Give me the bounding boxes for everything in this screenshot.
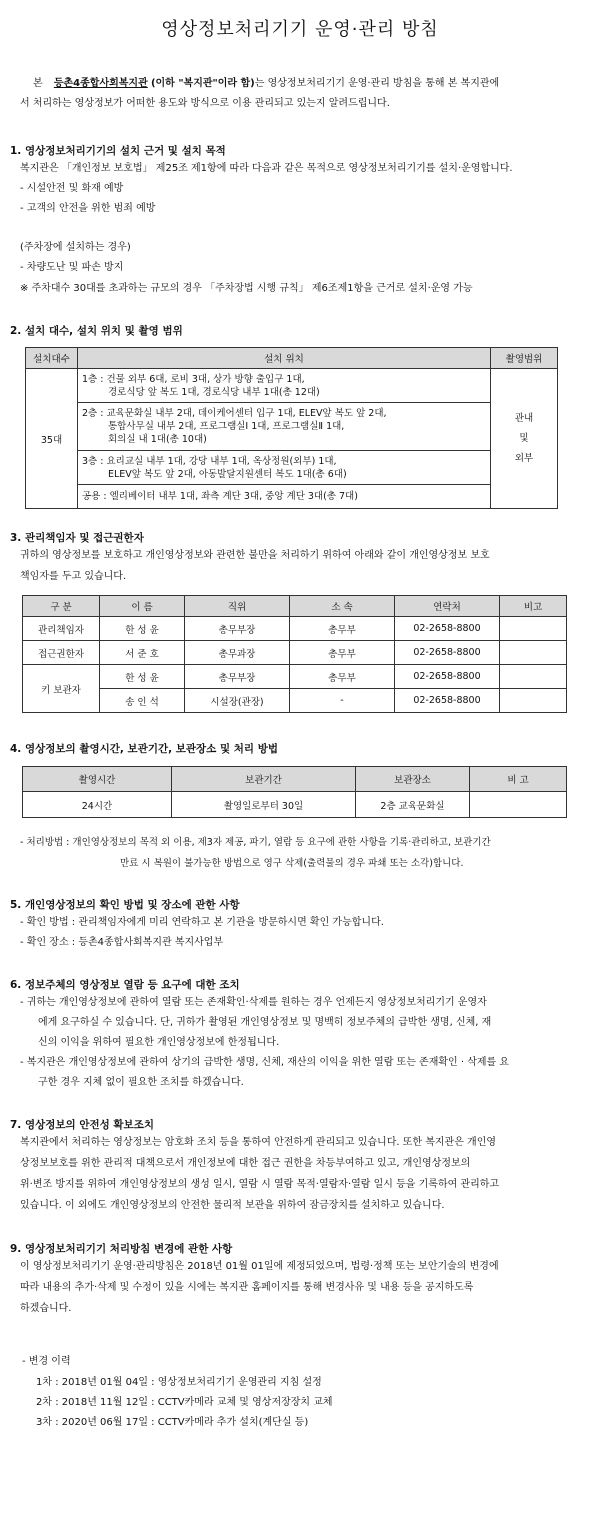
floor-3-cell — [78, 451, 491, 485]
install-count: 35대 — [26, 369, 78, 509]
th-position: 직위 — [185, 596, 290, 617]
intro-quote: (이하 "복지관"이라 함) — [150, 78, 255, 89]
retention-table — [22, 766, 567, 818]
cell-category: 키 보관자 — [23, 665, 100, 713]
range-cell — [491, 369, 558, 509]
page-title: 영상정보처리기기 운영·관리 방침 — [161, 19, 439, 40]
range-line-1: 관내 — [514, 412, 534, 424]
cell-position: 총무부장 — [185, 665, 290, 689]
floor-2-line-b: 통합사무실 내부 2대, 프로그램실Ⅰ 1대, 프로그램실Ⅱ 1대, — [108, 421, 345, 432]
intro-post: 는 영상정보처리기기 운영·관리 방침을 통해 본 복지관에 — [254, 78, 500, 89]
floor-1-line-a: 1층 : 건물 외부 6대, 로비 3대, 상가 방향 출입구 1대, — [82, 373, 305, 385]
table-row — [23, 617, 567, 641]
floor-3-line-b: ELEV앞 복도 앞 2대, 아동발달지원센터 복도 1대(총 6대) — [108, 468, 347, 480]
s9-line-1: 이 영상정보처리기기 운영·관리방침은 2018년 01월 01일에 제정되었으며, 법령·정책 또는 보안기술의 변경에 — [20, 1261, 499, 1272]
section-2-heading: 2. 설치 대수, 설치 위치 및 촬영 범위 — [10, 325, 183, 337]
cell-tel: 02-2658-8800 — [395, 665, 500, 689]
cell-note — [500, 665, 567, 689]
cell-hours: 24시간 — [23, 792, 172, 818]
install-table — [25, 347, 558, 509]
s5-line-2: - 확인 장소 : 등촌4종합사회복지관 복지사업부 — [20, 937, 224, 948]
s1-line-4: (주차장에 설치하는 경우) — [20, 242, 131, 253]
section-9-heading: 9. 영상정보처리기기 처리방침 변경에 관한 사항 — [10, 1243, 233, 1255]
common-line: 공용 : 엘리베이터 내부 1대, 좌측 계단 3대, 중앙 계단 3대(총 7대) — [82, 491, 358, 502]
cell-dept: 총무부 — [290, 641, 395, 665]
th-count: 설치대수 — [26, 348, 78, 369]
cell-dept: 총무부 — [290, 665, 395, 689]
s1-line-5: - 차량도난 및 파손 방지 — [20, 262, 124, 273]
cell-tel: 02-2658-8800 — [395, 617, 500, 641]
range-line-3: 외부 — [514, 452, 534, 464]
s1-line-3: - 고객의 안전을 위한 범죄 예방 — [20, 203, 156, 214]
floor-1-cell — [78, 369, 491, 403]
floor-2-line-c: 회의실 내 1대(총 10대) — [108, 434, 207, 445]
s3-line-2: 책임자를 두고 있습니다. — [20, 571, 127, 582]
th-note: 비고 — [500, 596, 567, 617]
cell-note — [500, 641, 567, 665]
s3-line-1: 귀하의 영상정보를 보호하고 개인영상정보와 관련한 불만을 처리하기 위하여 아래와 같이 개인영상정보 보호 — [20, 550, 490, 561]
s6-line-5: 구한 경우 지체 없이 필요한 조치를 하겠습니다. — [38, 1077, 244, 1088]
cell-remarks — [470, 792, 567, 818]
cell-tel: 02-2658-8800 — [395, 641, 500, 665]
cell-category: 접근권한자 — [23, 641, 100, 665]
cell-note — [500, 617, 567, 641]
history-label: - 변경 이력 — [22, 1356, 71, 1367]
section-5-heading: 5. 개인영상정보의 확인 방법 및 장소에 관한 사항 — [10, 899, 240, 911]
s9-line-3: 하겠습니다. — [20, 1303, 72, 1314]
th-period: 보관기간 — [172, 767, 356, 792]
th-category: 구 분 — [23, 596, 100, 617]
cell-position: 시설장(관장) — [185, 689, 290, 713]
section-6-heading: 6. 정보주체의 영상정보 열람 등 요구에 대한 조치 — [10, 979, 240, 991]
intro-org: 등촌4종합사회복지관 — [53, 78, 148, 89]
cell-name: 한 성 윤 — [100, 665, 185, 689]
history-item-2: 2차 : 2018년 11월 12일 : CCTV카메라 교체 및 영상저장장치 교체 — [36, 1397, 333, 1408]
floor-2-line-a: 2층 : 교육문화실 내부 2대, 데이케어센터 입구 1대, ELEV앞 복도 앞 2대, — [82, 408, 387, 419]
floor-2-cell — [78, 403, 491, 451]
th-location: 설치 위치 — [78, 348, 491, 369]
history-item-3: 3차 : 2020년 06월 17일 : CCTV카메라 추가 설치(계단실 등) — [36, 1417, 309, 1428]
th-hours: 촬영시간 — [23, 767, 172, 792]
floor-1-line-b: 경로식당 앞 복도 1대, 경로식당 내부 1대(총 12대) — [108, 386, 320, 398]
cell-name: 송 인 석 — [100, 689, 185, 713]
common-cell — [78, 485, 491, 509]
cell-dept: 총무부 — [290, 617, 395, 641]
s9-line-2: 따라 내용의 추가·삭제 및 수정이 있을 시에는 복지관 홈페이지를 통해 변경사유 및 내용 등을 공지하도록 — [20, 1282, 474, 1293]
th-range: 촬영범위 — [491, 348, 558, 369]
cell-position: 총무부장 — [185, 617, 290, 641]
table-row — [23, 689, 567, 713]
cell-tel: 02-2658-8800 — [395, 689, 500, 713]
th-place: 보관장소 — [356, 767, 470, 792]
s4-method-1: - 처리방법 : 개인영상정보의 목적 외 이용, 제3자 제공, 파기, 열람 등 요구에 관한 사항을 기록·관리하고, 보관기간 — [20, 837, 491, 848]
th-name: 이 름 — [100, 596, 185, 617]
s6-line-1: - 귀하는 개인영상정보에 관하여 열람 또는 존재확인·삭제를 원하는 경우 언제든지 영상정보처리기기 운영자 — [20, 997, 487, 1008]
section-1-heading: 1. 영상정보처리기기의 설치 근거 및 설치 목적 — [10, 145, 226, 157]
s5-line-1: - 확인 방법 : 관리책임자에게 미리 연락하고 본 기관을 방문하시면 확인 가능합니다. — [20, 917, 384, 928]
cell-dept: - — [290, 689, 395, 713]
cell-note — [500, 689, 567, 713]
manager-table — [22, 595, 567, 713]
s1-line-2: - 시설안전 및 화재 예방 — [20, 183, 124, 194]
cell-place: 2층 교육문화실 — [356, 792, 470, 818]
table-row — [23, 792, 567, 818]
section-4-heading: 4. 영상정보의 촬영시간, 보관기간, 보관장소 및 처리 방법 — [10, 743, 279, 755]
table-row — [23, 641, 567, 665]
th-tel: 연락처 — [395, 596, 500, 617]
s6-line-4: - 복지관은 개인영상정보에 관하여 상기의 급박한 생명, 신체, 재산의 이익을 위한 열람 또는 존재확인 · 삭제를 요 — [20, 1057, 510, 1068]
table-row — [23, 665, 567, 689]
cell-name: 서 준 호 — [100, 641, 185, 665]
intro-line-1 — [33, 75, 499, 93]
section-7-heading: 7. 영상정보의 안전성 확보조치 — [10, 1119, 154, 1131]
cell-category: 관리책임자 — [23, 617, 100, 641]
floor-3-line-a: 3층 : 요리교실 내부 1대, 강당 내부 1대, 옥상정원(외부) 1대, — [82, 455, 337, 467]
s6-line-2: 에게 요구하실 수 있습니다. 단, 귀하가 촬영된 개인영상정보 및 명백히 정보주체의 급박한 생명, 신체, 재 — [38, 1017, 492, 1028]
s7-line-2: 상정보보호를 위한 관리적 대책으로서 개인정보에 대한 접근 권한을 차등부여하고 있고, 개인영상정보의 — [20, 1158, 471, 1169]
s7-line-1: 복지관에서 처리하는 영상정보는 암호화 조치 등을 통하여 안전하게 관리되고 있습니다. 또한 복지관은 개인영 — [20, 1137, 497, 1148]
th-dept: 소 속 — [290, 596, 395, 617]
s4-method-2: 만료 시 복원이 불가능한 방법으로 영구 삭제(출력물의 경우 파쇄 또는 소각)합니다. — [120, 858, 464, 869]
s7-line-4: 있습니다. 이 외에도 개인영상정보의 안전한 물리적 보관을 위하여 잠금장치를 설치하고 있습니다. — [20, 1200, 445, 1211]
section-3-heading: 3. 관리책임자 및 접근권한자 — [10, 532, 144, 544]
history-item-1: 1차 : 2018년 01월 04일 : 영상정보처리기기 운영관리 지침 설정 — [36, 1377, 322, 1388]
intro-line-2: 서 처리하는 영상정보가 어떠한 용도와 방식으로 이용 관리되고 있는지 알려드립니다. — [20, 98, 390, 109]
range-line-2: 및 — [519, 432, 529, 444]
th-remarks: 비 고 — [470, 767, 567, 792]
cell-period: 촬영일로부터 30일 — [172, 792, 356, 818]
s1-line-6: ※ 주차대수 30대를 초과하는 규모의 경우 「주차장법 시행 규칙」 제6조제1항을 근거로 설치·운영 가능 — [20, 283, 473, 294]
cell-position: 총무과장 — [185, 641, 290, 665]
s6-line-3: 신의 이익을 위하여 필요한 개인영상정보에 한정됩니다. — [38, 1037, 280, 1048]
s7-line-3: 위·변조 방지를 위하여 개인영상정보의 생성 일시, 열람 시 열람 목적·열람자·열람 일시 등을 기록하여 관리하고 — [20, 1179, 500, 1190]
cell-name: 한 성 윤 — [100, 617, 185, 641]
intro-pre: 본 — [33, 78, 43, 89]
s1-line-1: 복지관은 「개인정보 보호법」 제25조 제1항에 따라 다음과 같은 목적으로 영상정보처리기기를 설치·운영합니다. — [20, 163, 513, 174]
